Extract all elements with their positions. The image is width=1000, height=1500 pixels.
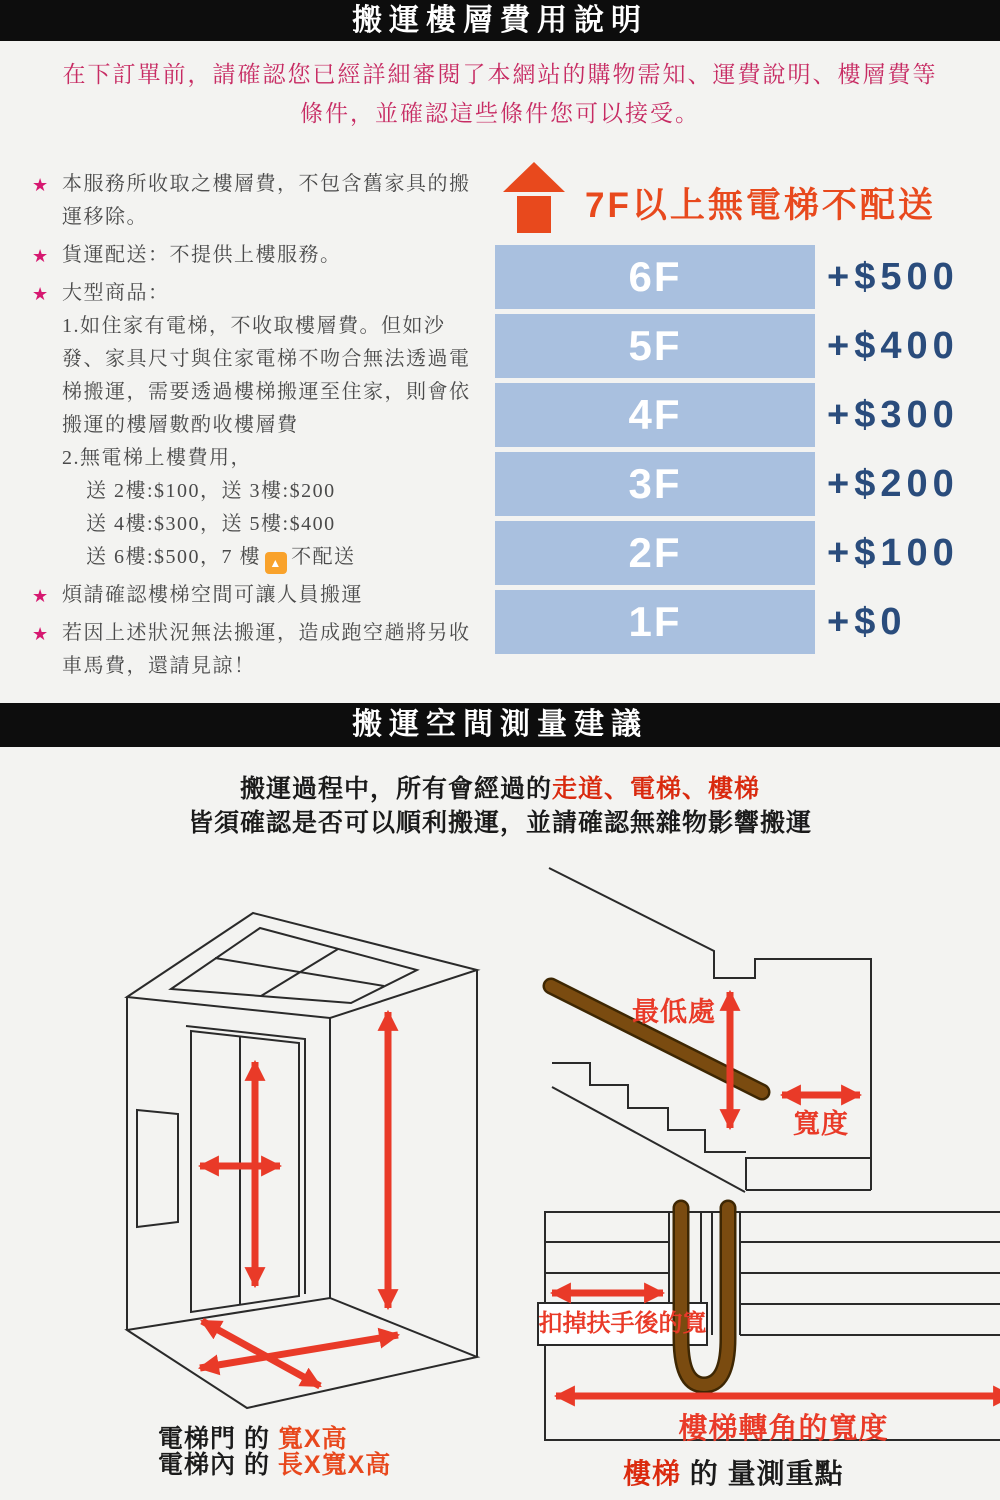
label-width-after-handrail: 扣掉扶手後的寬: [538, 1310, 707, 1337]
floor-price: +$100: [827, 532, 959, 574]
section1-header: [0, 0, 1000, 41]
list-item: [32, 617, 484, 683]
bullet-text: 本服務所收取之樓層費，不包含舊家具的搬運移除。: [62, 173, 471, 228]
caption-inside-black: 電梯內 的: [158, 1451, 278, 1479]
big-up-arrow-stem: [517, 196, 551, 233]
stairs-caption-red: 樓梯: [623, 1458, 682, 1489]
stairs-caption: [623, 1452, 844, 1492]
fee-text: 送 2樓:$100，送 3樓:$200: [86, 480, 336, 502]
floor-label: 5F: [495, 314, 815, 378]
elevator-diagram: [127, 913, 477, 1408]
list-item: [32, 579, 484, 612]
star-icon: ★: [32, 586, 50, 606]
elevator-caption-door: [158, 1426, 391, 1452]
floor-row: [495, 590, 1000, 654]
notice-line2: 條件，並確認這些條件您可以接受。: [300, 101, 700, 126]
handrail-top: [681, 1208, 728, 1385]
list-item: [32, 168, 484, 234]
elevator-caption-inside: [158, 1452, 391, 1478]
fee-text: 不配送: [291, 546, 356, 568]
fee-text: 送 6樓:$500，7 樓: [86, 546, 262, 568]
no-elevator-banner: 7F以上無電梯不配送: [585, 186, 936, 225]
floor-row: [495, 383, 1000, 447]
intro-line1-black: 搬運過程中，所有會經過的: [239, 775, 552, 803]
notice-line1: 在下訂單前，請確認您已經詳細審閱了本網站的購物需知、運費說明、樓層費等: [62, 62, 938, 87]
floor-price: +$300: [827, 394, 959, 436]
star-icon: ★: [32, 175, 50, 195]
label-width: 寬度: [793, 1109, 849, 1139]
star-icon: ★: [32, 284, 50, 304]
order-notice: [0, 55, 1000, 133]
section2-header: [0, 703, 1000, 747]
floor-label: 6F: [495, 245, 815, 309]
intro-line2: 皆須確認是否可以順利搬運，並請確認無雜物影響搬運: [187, 809, 812, 837]
floor-label: 3F: [495, 452, 815, 516]
caption-inside-red: 長X寬X高: [277, 1451, 392, 1479]
section1-title: 搬運樓層費用說明: [352, 4, 648, 37]
stairs-side-diagram: [549, 868, 871, 1192]
fee-text: 送 4樓:$300，送 5樓:$400: [86, 513, 336, 535]
floor-row: [495, 245, 1000, 309]
caption-door-red: 寬X高: [277, 1425, 348, 1453]
fee-line: [62, 541, 484, 574]
measure-intro: [0, 772, 1000, 840]
floor-label: 2F: [495, 521, 815, 585]
list-item: [32, 239, 484, 272]
warning-up-triangle-icon: ▲: [265, 552, 287, 574]
floor-label: 4F: [495, 383, 815, 447]
bullet-subtext: 2.無電梯上樓費用，: [62, 447, 252, 469]
bullet-text: 若因上述狀況無法搬運，造成跑空趟將另收車馬費，還請見諒！: [62, 622, 471, 677]
section2-title: 搬運空間測量建議: [352, 708, 648, 741]
label-lowest-point: 最低處: [632, 997, 716, 1027]
bullet-subtext: 1.如住家有電梯，不收取樓層費。但如沙發、家具尺寸與住家電梯不吻合無法透過電梯搬運，需要透過樓梯搬運至住家，則會依搬運的樓層數酌收樓層費: [62, 315, 471, 436]
big-up-arrow-icon: [503, 162, 565, 192]
bullet-text: 貨運配送：不提供上樓服務。: [62, 244, 342, 266]
fee-terms-list: [32, 168, 484, 688]
floor-row: [495, 314, 1000, 378]
stairs-caption-black: 的 量測重點: [681, 1458, 844, 1489]
floor-price: +$0: [827, 601, 907, 643]
floor-row: [495, 521, 1000, 585]
fee-line: [62, 475, 484, 508]
caption-door-black: 電梯門 的: [158, 1425, 278, 1453]
bullet-text: 煩請確認樓梯空間可讓人員搬運: [62, 584, 363, 606]
floor-price: +$400: [827, 325, 959, 367]
intro-line1: [0, 772, 1000, 806]
bullet-text: 大型商品：: [62, 282, 170, 304]
elevator-captions: [158, 1426, 391, 1478]
label-stair-corner-width: 樓梯轉角的寬度: [678, 1413, 889, 1445]
measurement-diagrams: [0, 860, 1000, 1500]
floor-row: [495, 452, 1000, 516]
floor-price: +$200: [827, 463, 959, 505]
list-item: [32, 277, 484, 574]
intro-line1-red: 走道、電梯、樓梯: [552, 775, 761, 803]
floor-label: 1F: [495, 590, 815, 654]
star-icon: ★: [32, 246, 50, 266]
fee-line: [62, 508, 484, 541]
star-icon: ★: [32, 624, 50, 644]
floor-price: +$500: [827, 256, 959, 298]
